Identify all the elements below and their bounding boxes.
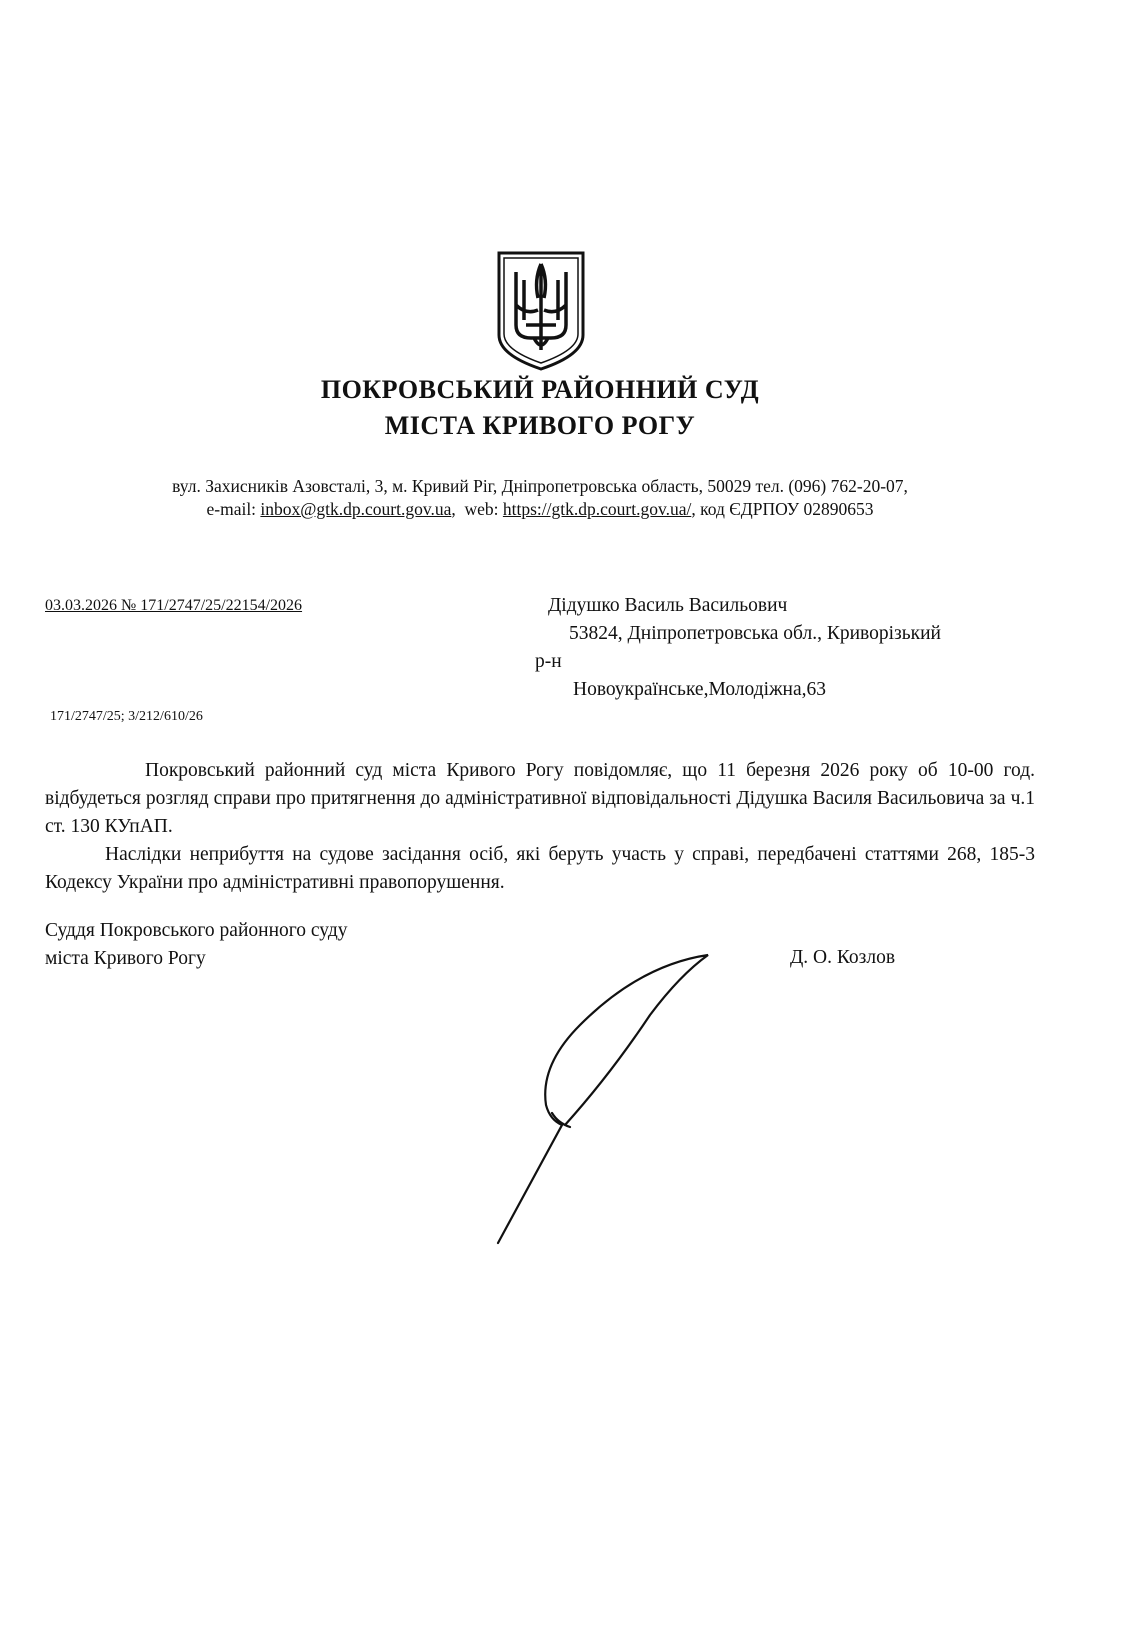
court-name-line2: МІСТА КРИВОГО РОГУ	[384, 411, 696, 440]
court-contacts: e-mail: inbox@gtk.dp.court.gov.ua, web: https://gtk.dp.court.gov.ua/, код ЄДРПОУ 02890653	[206, 499, 874, 519]
recipient-address-line2: р-н	[535, 651, 562, 672]
judge-name: Д. О. Козлов	[790, 947, 896, 968]
recipient-address-line3: Новоукраїнське,Молодіжна,63	[573, 679, 827, 700]
web-link[interactable]: https://gtk.dp.court.gov.ua/	[502, 499, 692, 519]
coat-of-arms-icon	[496, 250, 586, 372]
outgoing-number: 03.03.2026 № 171/2747/25/22154/2026	[45, 597, 303, 614]
handwritten-signature	[490, 945, 730, 1250]
case-reference: 171/2747/25; 3/212/610/26	[50, 709, 203, 724]
notice-paragraph-1: Покровський районний суд міста Кривого Рогу повідомляє, що 11 березня 2026 року об 10-00 год. відбудеться розгляд справи про притягнення до адміністративної відповідальності Дідушка Василя Васильовича за ч.1 ст. 130 КУпАП.	[45, 760, 1035, 837]
web-label: web:	[464, 499, 499, 519]
notice-paragraph-2: Наслідки неприбуття на судове засідання осіб, які беруть участь у справі, передбачені статтями 268, 185-3 Кодексу України про адміністративні правопорушення.	[45, 844, 1035, 893]
notice-body	[45, 757, 1035, 897]
email-link[interactable]: inbox@gtk.dp.court.gov.ua	[260, 499, 452, 519]
court-address: вул. Захисників Азовсталі, 3, м. Кривий Ріг, Дніпропетровська область, 50029 тел. (096) 762-20-07,	[172, 476, 908, 496]
recipient-address-line1: 53824, Дніпропетровська обл., Криворізький	[569, 623, 941, 644]
email-label: e-mail:	[206, 499, 257, 519]
judge-position-line1: Суддя Покровського районного суду	[45, 920, 348, 941]
edrpou-code: , код ЄДРПОУ 02890653	[691, 499, 874, 519]
judge-position-line2: міста Кривого Рогу	[45, 948, 206, 969]
court-name-line1: ПОКРОВСЬКИЙ РАЙОННИЙ СУД	[320, 375, 760, 404]
recipient-name: Дідушко Василь Васильович	[548, 595, 788, 616]
